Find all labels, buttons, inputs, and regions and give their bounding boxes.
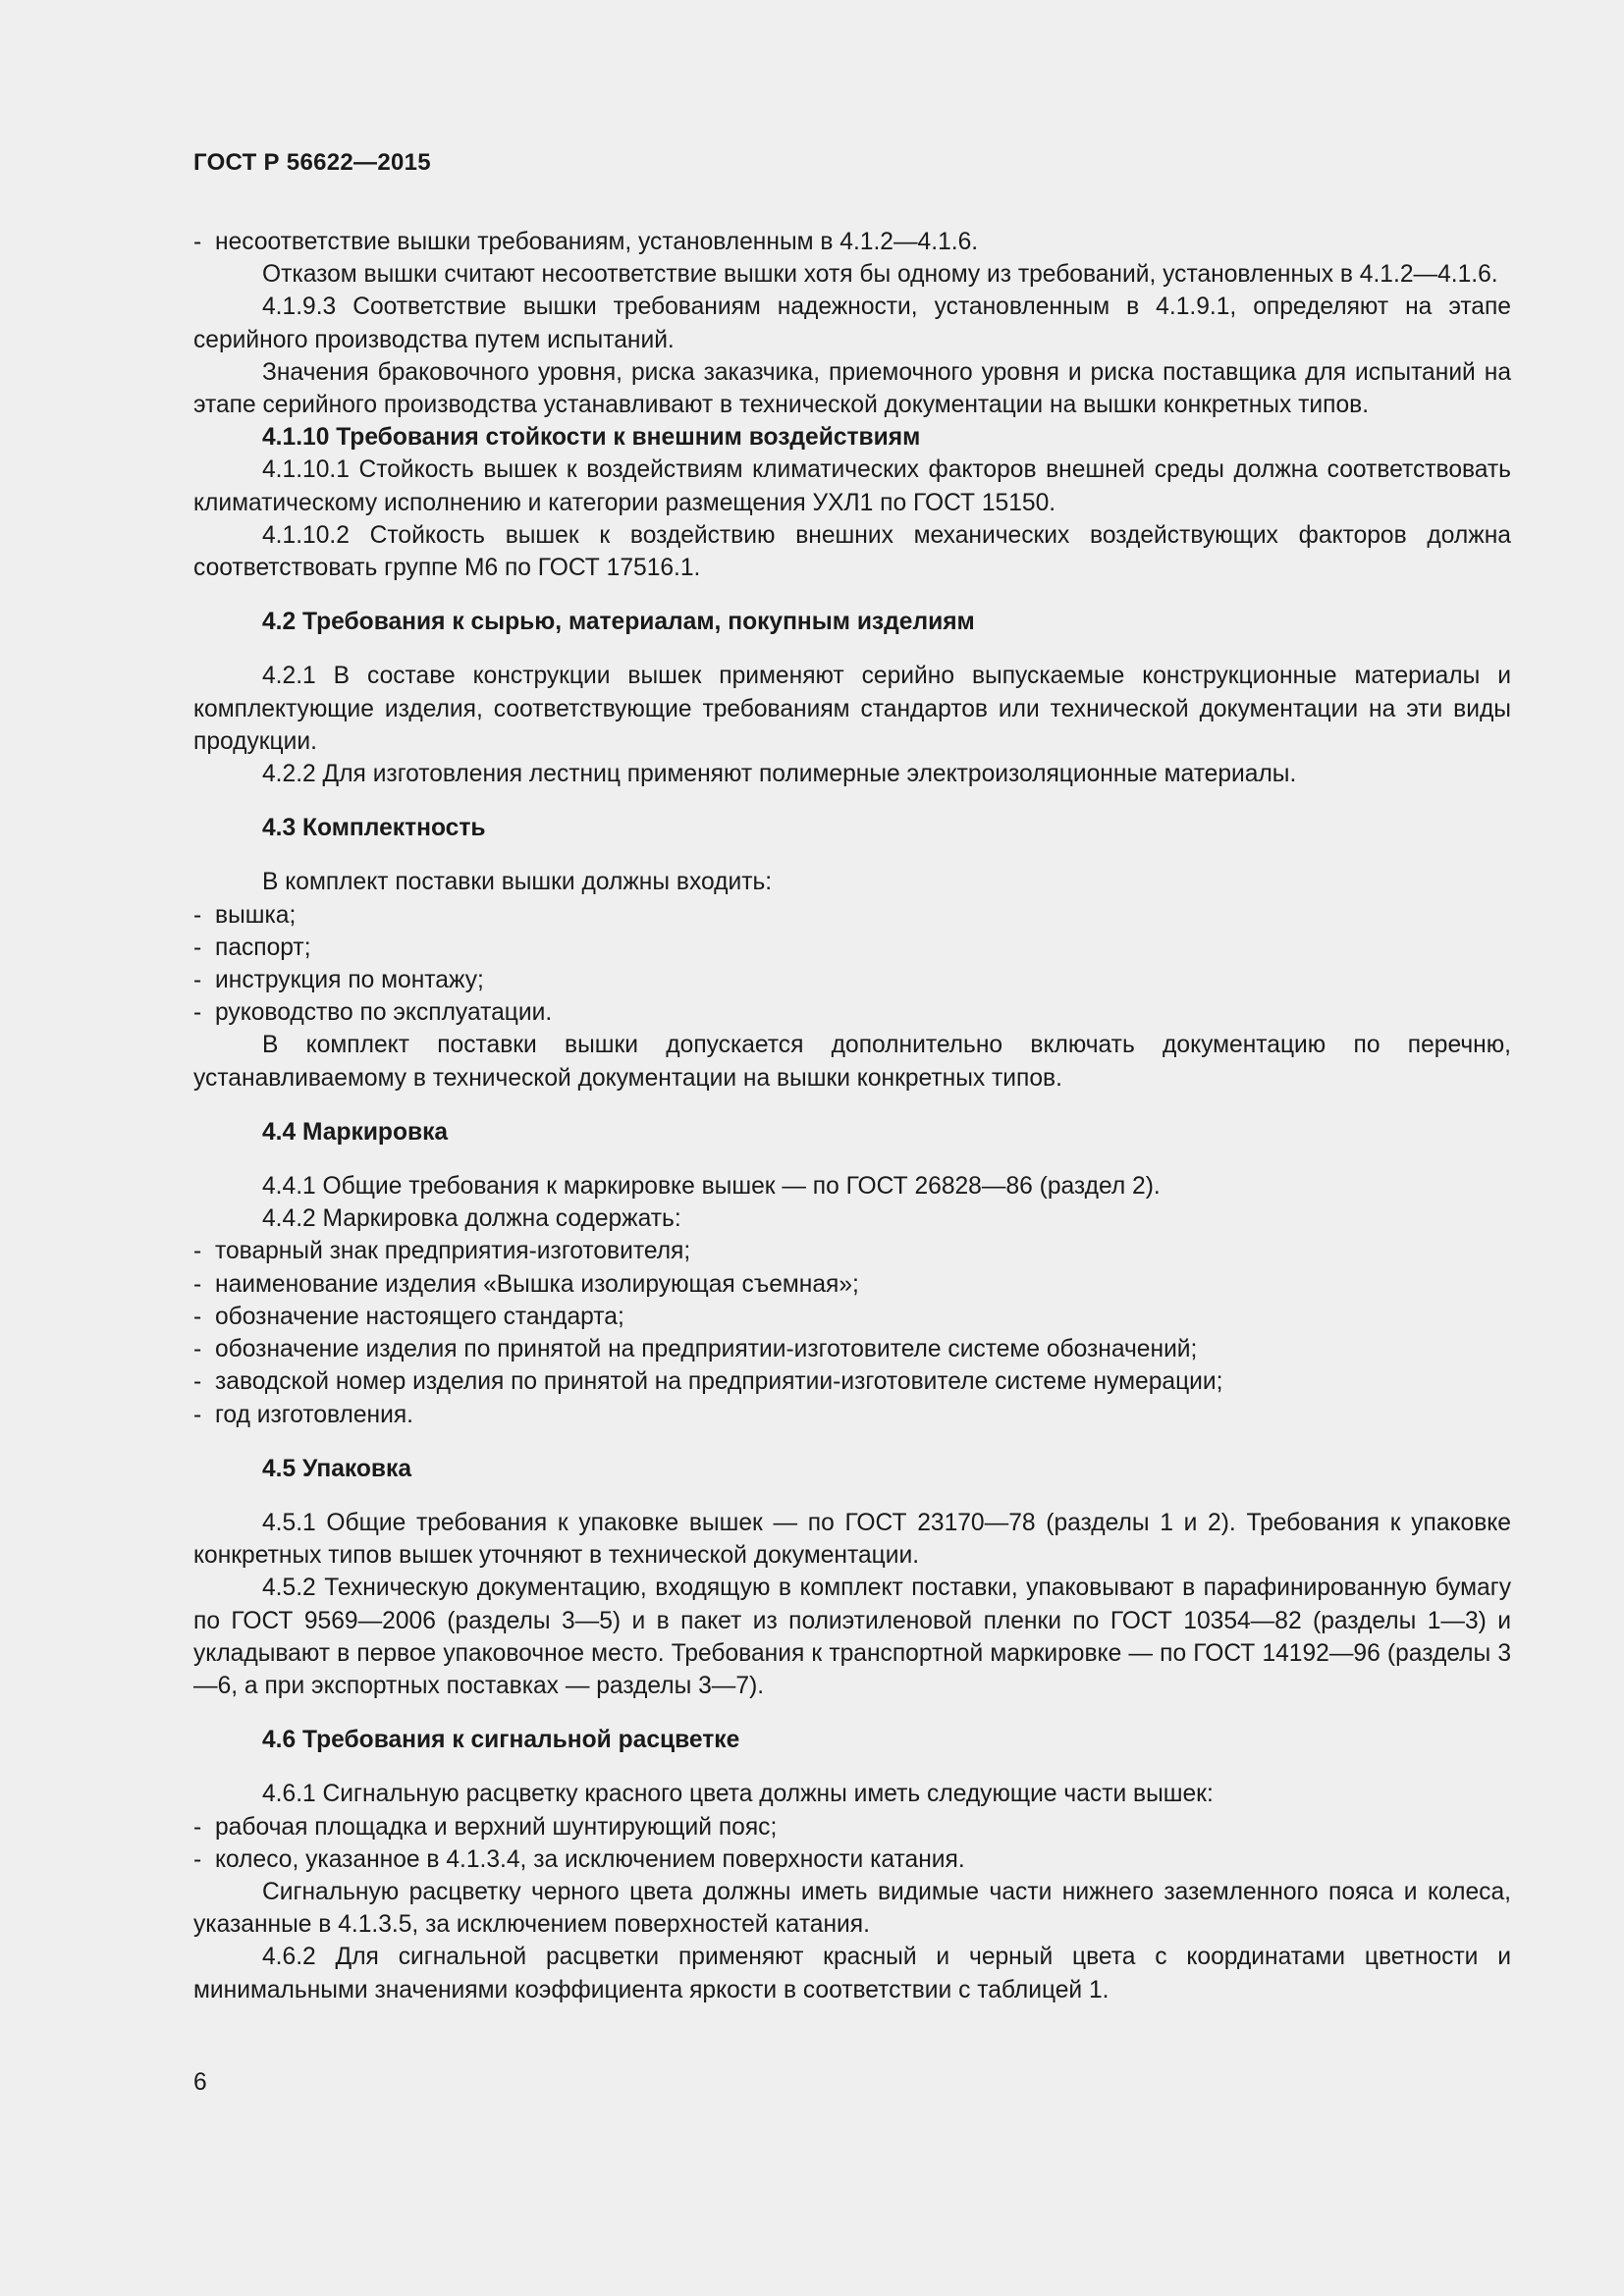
section-heading-4-3: 4.3 Комплектность [262,815,486,842]
list-item: - обозначение изделия по принятой на предприятии-изготовителе системе обозначений; [193,1336,1198,1363]
list-item: - заводской номер изделия по принятой на предприятии-изготовителе системе нумерации; [193,1368,1223,1396]
section-heading-4-4: 4.4 Маркировка [262,1118,449,1146]
list-item: - руководство по эксплуатации. [193,999,553,1027]
list-item: - инструкция по монтажу; [193,967,484,994]
list-item: - несоответствие вышки требованиям, установленным в 4.1.2—4.1.6. [193,229,979,255]
paragraph: Сигнальную расцветку черного цвета должны иметь видимые части нижнего заземленного пояса и колеса, указанные в 4.1.3.5, за исключением поверхностей катания. [193,1878,1511,1939]
subsection-heading-4-1-10: 4.1.10 Требования стойкости к внешним воздействиям [262,424,921,452]
paragraph: 4.2.2 Для изготовления лестниц применяют полимерные электроизоляционные материалы. [262,761,1297,788]
paragraph: 4.4.1 Общие требования к маркировке вышек — по ГОСТ 26828—86 (раздел 2). [262,1173,1161,1201]
paragraph: Значения браковочного уровня, риска заказчика, приемочного уровня и риска поставщика для испытаний на этапе серийного производства устанавливают в технической документации на вышки конкретных типов. [193,358,1511,419]
list-item: - товарный знак предприятия-изготовителя; [193,1238,691,1265]
paragraph: 4.6.2 Для сигнальной расцветки применяют красный и черный цвета с координатами цветности и минимальными значениями коэффициента яркости в соответствии с таблицей 1. [193,1944,1511,2003]
list-item: - вышка; [193,901,297,929]
list-item: - год изготовления. [193,1401,413,1428]
paragraph: 4.5.2 Техническую документацию, входящую в комплект поставки, упаковывают в парафинированную бумагу по ГОСТ 9569—2006 (разделы 3—5) и в пакет из полиэтиленовой пленки по ГОСТ 10354—82 (разделы 1—3) и укладывают в первое упаковочное место. Требования к транспортной маркировке — по ГОСТ 14192—96 (разделы 3—6, а при экспортных поставках — разделы 3—7). [193,1575,1511,1699]
list-item: - наименование изделия «Вышка изолирующая съемная»; [193,1270,859,1298]
section-heading-4-5: 4.5 Упаковка [262,1455,412,1482]
list-item: - паспорт; [193,934,311,961]
list-item: - рабочая площадка и верхний шунтирующий пояс; [193,1813,778,1841]
paragraph: 4.1.10.1 Стойкость вышек к воздействиям климатических факторов внешней среды должна соответствовать климатическому исполнению и категории размещения УХЛ1 по ГОСТ 15150. [193,456,1511,516]
section-heading-4-6: 4.6 Требования к сигнальной расцветке [262,1727,740,1754]
list-item: - обозначение настоящего стандарта; [193,1303,624,1330]
list-item: - колесо, указанное в 4.1.3.4, за исключением поверхности катания. [193,1845,965,1873]
paragraph: 4.4.2 Маркировка должна содержать: [262,1205,681,1233]
paragraph: 4.6.1 Сигнальную расцветку красного цвета должны иметь следующие части вышек: [262,1781,1214,1808]
paragraph: В комплект поставки вышки должны входить: [262,869,773,896]
document-header: ГОСТ Р 56622—2015 [193,149,431,176]
paragraph: В комплект поставки вышки допускается дополнительно включать документацию по перечню, устанавливаемому в технической документации на вышки конкретных типов. [193,1032,1511,1092]
paragraph: 4.5.1 Общие требования к упаковке вышек — по ГОСТ 23170—78 (разделы 1 и 2). Требования к упаковке конкретных типов вышек уточняют в технической документации. [193,1509,1511,1570]
paragraph: 4.1.10.2 Стойкость вышек к воздействию внешних механических воздействующих факторов должна соответствовать группе М6 по ГОСТ 17516.1. [193,521,1511,582]
paragraph: 4.1.9.3 Соответствие вышки требованиям надежности, установленным в 4.1.9.1, определяют на этапе серийного производства путем испытаний. [193,294,1511,353]
document-body [193,226,1511,2006]
section-heading-4-2: 4.2 Требования к сырью, материалам, покупным изделиям [262,609,975,636]
paragraph: 4.2.1 В составе конструкции вышек применяют серийно выпускаемые конструкционные материалы и комплектующие изделия, соответствующие требованиям стандартов или технической документации на эти виды продукции. [193,663,1511,755]
page-number: 6 [193,2069,207,2096]
paragraph: Отказом вышки считают несоответствие вышки хотя бы одному из требований, установленных в 4.1.2—4.1.6. [262,261,1498,289]
